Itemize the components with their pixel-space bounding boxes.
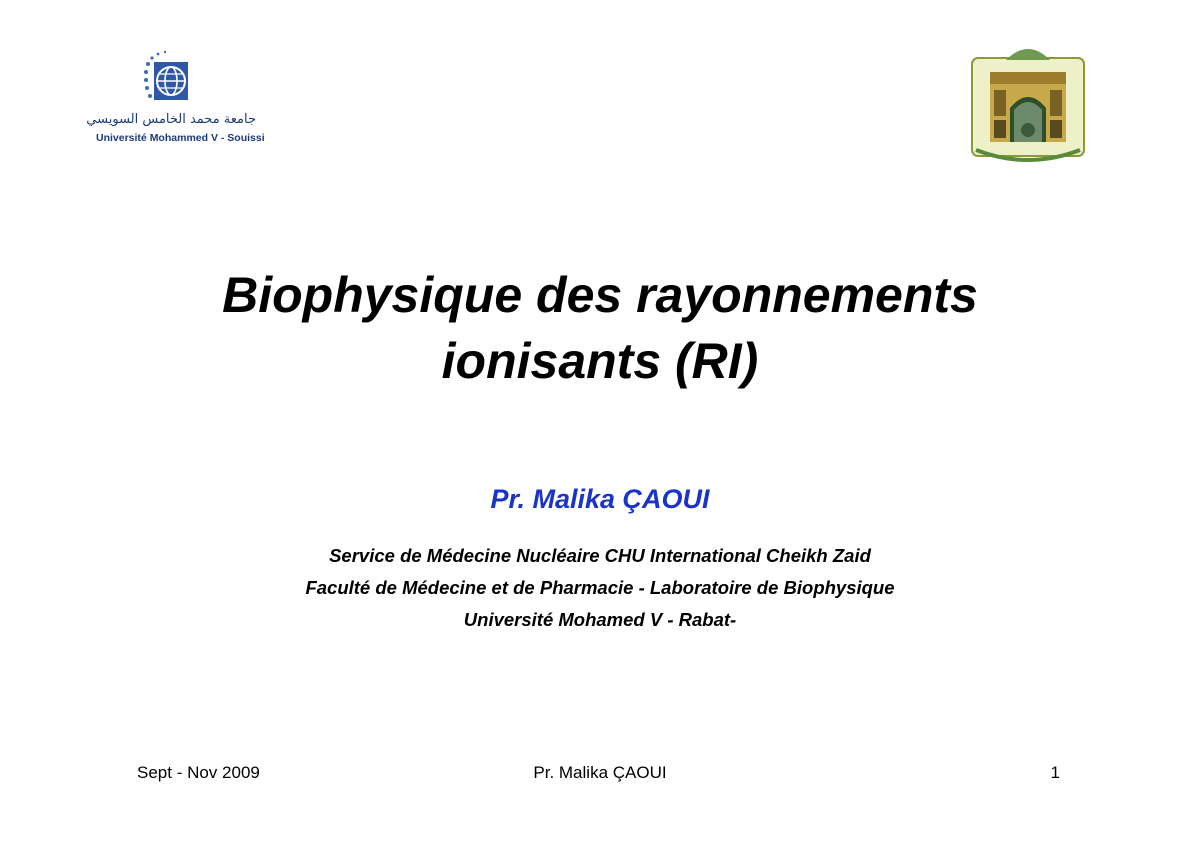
affiliation-service: Service de Médecine Nucléaire CHU International Cheikh Zaid	[329, 545, 871, 566]
logo-arabic-name: جامعة محمد الخامس السويسي	[86, 112, 256, 127]
page-number: 1	[1050, 763, 1060, 782]
slide-title	[0, 262, 1200, 394]
title-line-1: Biophysique des rayonnements	[222, 267, 978, 323]
logo-latin-name: Université Mohammed V - Souissi	[96, 132, 265, 144]
affiliation-university: Université Mohamed V - Rabat-	[463, 609, 737, 630]
university-logo	[86, 50, 265, 150]
globe-icon	[142, 50, 192, 110]
title-line-2: ionisants (RI)	[441, 333, 759, 389]
affiliation-faculty: Faculté de Médecine et de Pharmacie - Laboratoire de Biophysique	[305, 577, 895, 598]
footer-author: Pr. Malika ÇAOUI	[533, 763, 667, 782]
footer-date: Sept - Nov 2009	[137, 763, 260, 782]
author-name: Pr. Malika ÇAOUI	[490, 484, 710, 514]
faculty-crest-icon	[966, 40, 1090, 162]
